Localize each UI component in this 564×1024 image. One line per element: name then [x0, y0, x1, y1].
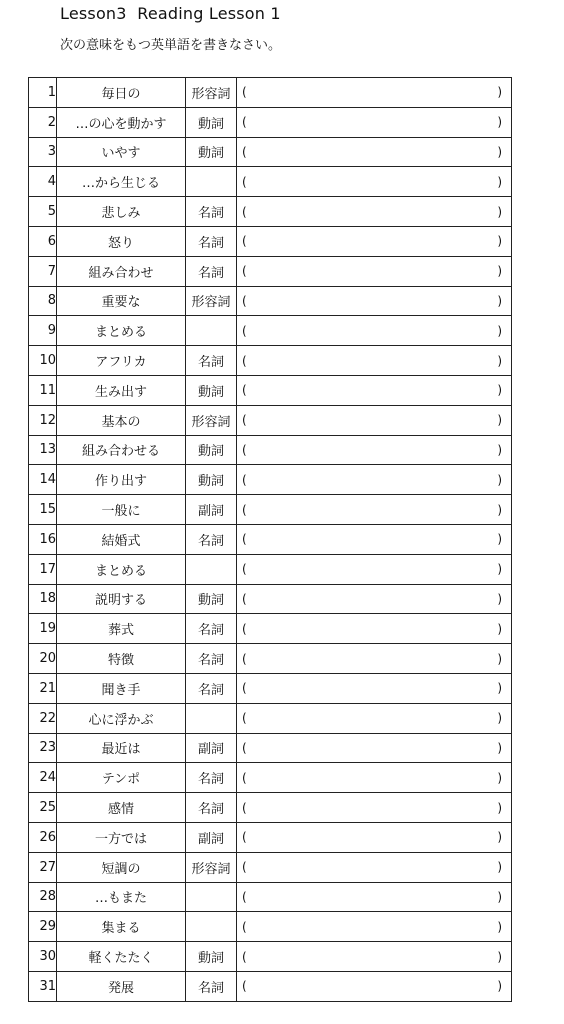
answer-field[interactable] [237, 644, 512, 674]
row-number: 3 [29, 137, 57, 167]
part-of-speech: 副詞 [186, 822, 237, 852]
table-row [29, 554, 512, 584]
close-parenthesis: ) [497, 204, 502, 219]
open-parenthesis: ( [242, 711, 247, 726]
answer-field[interactable] [237, 971, 512, 1001]
row-number: 27 [29, 852, 57, 882]
answer-field[interactable] [237, 405, 512, 435]
row-number: 22 [29, 703, 57, 733]
open-parenthesis: ( [242, 502, 247, 517]
part-of-speech: 動詞 [186, 107, 237, 137]
table-row [29, 822, 512, 852]
table-row [29, 763, 512, 793]
row-number: 31 [29, 971, 57, 1001]
japanese-meaning: 結婚式 [57, 524, 186, 554]
row-number: 11 [29, 375, 57, 405]
japanese-meaning: いやす [57, 137, 186, 167]
close-parenthesis: ) [497, 353, 502, 368]
open-parenthesis: ( [242, 651, 247, 666]
japanese-meaning: 生み出す [57, 375, 186, 405]
part-of-speech: 名詞 [186, 614, 237, 644]
japanese-meaning: 組み合わせ [57, 256, 186, 286]
open-parenthesis: ( [242, 681, 247, 696]
japanese-meaning: アフリカ [57, 346, 186, 376]
japanese-meaning: …の心を動かす [57, 107, 186, 137]
open-parenthesis: ( [242, 740, 247, 755]
close-parenthesis: ) [497, 472, 502, 487]
japanese-meaning: 悲しみ [57, 197, 186, 227]
open-parenthesis: ( [242, 85, 247, 100]
close-parenthesis: ) [497, 770, 502, 785]
close-parenthesis: ) [497, 293, 502, 308]
close-parenthesis: ) [497, 174, 502, 189]
table-row [29, 942, 512, 972]
row-number: 8 [29, 286, 57, 316]
table-row [29, 226, 512, 256]
table-row [29, 912, 512, 942]
answer-field[interactable] [237, 763, 512, 793]
answer-field[interactable] [237, 137, 512, 167]
row-number: 1 [29, 78, 57, 108]
answer-field[interactable] [237, 852, 512, 882]
table-row [29, 971, 512, 1001]
japanese-meaning: 怒り [57, 226, 186, 256]
japanese-meaning: テンポ [57, 763, 186, 793]
row-number: 12 [29, 405, 57, 435]
answer-field[interactable] [237, 465, 512, 495]
japanese-meaning: …から生じる [57, 167, 186, 197]
open-parenthesis: ( [242, 323, 247, 338]
close-parenthesis: ) [497, 383, 502, 398]
row-number: 14 [29, 465, 57, 495]
open-parenthesis: ( [242, 234, 247, 249]
answer-field[interactable] [237, 435, 512, 465]
row-number: 26 [29, 822, 57, 852]
close-parenthesis: ) [497, 502, 502, 517]
close-parenthesis: ) [497, 979, 502, 994]
table-row [29, 375, 512, 405]
close-parenthesis: ) [497, 800, 502, 815]
answer-field[interactable] [237, 614, 512, 644]
part-of-speech: 名詞 [186, 673, 237, 703]
open-parenthesis: ( [242, 889, 247, 904]
answer-field[interactable] [237, 822, 512, 852]
close-parenthesis: ) [497, 413, 502, 428]
answer-field[interactable] [237, 733, 512, 763]
table-row [29, 316, 512, 346]
close-parenthesis: ) [497, 85, 502, 100]
part-of-speech: 形容詞 [186, 405, 237, 435]
part-of-speech [186, 703, 237, 733]
answer-field[interactable] [237, 256, 512, 286]
answer-field[interactable] [237, 107, 512, 137]
japanese-meaning: 重要な [57, 286, 186, 316]
row-number: 2 [29, 107, 57, 137]
close-parenthesis: ) [497, 681, 502, 696]
close-parenthesis: ) [497, 562, 502, 577]
japanese-meaning: 一般に [57, 495, 186, 525]
answer-field[interactable] [237, 524, 512, 554]
answer-field[interactable] [237, 495, 512, 525]
table-row [29, 405, 512, 435]
row-number: 28 [29, 882, 57, 912]
row-number: 6 [29, 226, 57, 256]
part-of-speech [186, 912, 237, 942]
answer-field[interactable] [237, 793, 512, 823]
close-parenthesis: ) [497, 949, 502, 964]
open-parenthesis: ( [242, 204, 247, 219]
answer-field[interactable] [237, 375, 512, 405]
worksheet-title: Lesson3 Reading Lesson 1 [60, 4, 281, 23]
row-number: 18 [29, 584, 57, 614]
part-of-speech [186, 554, 237, 584]
close-parenthesis: ) [497, 651, 502, 666]
row-number: 9 [29, 316, 57, 346]
vocabulary-table [28, 77, 512, 1002]
part-of-speech: 形容詞 [186, 286, 237, 316]
table-row [29, 584, 512, 614]
close-parenthesis: ) [497, 919, 502, 934]
open-parenthesis: ( [242, 144, 247, 159]
part-of-speech: 副詞 [186, 733, 237, 763]
close-parenthesis: ) [497, 144, 502, 159]
row-number: 19 [29, 614, 57, 644]
open-parenthesis: ( [242, 830, 247, 845]
answer-field[interactable] [237, 226, 512, 256]
table-row [29, 703, 512, 733]
open-parenthesis: ( [242, 860, 247, 875]
open-parenthesis: ( [242, 591, 247, 606]
open-parenthesis: ( [242, 919, 247, 934]
japanese-meaning: まとめる [57, 554, 186, 584]
japanese-meaning: 軽くたたく [57, 942, 186, 972]
part-of-speech [186, 882, 237, 912]
close-parenthesis: ) [497, 740, 502, 755]
answer-field[interactable] [237, 912, 512, 942]
part-of-speech: 名詞 [186, 763, 237, 793]
open-parenthesis: ( [242, 621, 247, 636]
part-of-speech: 副詞 [186, 495, 237, 525]
part-of-speech: 名詞 [186, 197, 237, 227]
row-number: 13 [29, 435, 57, 465]
row-number: 30 [29, 942, 57, 972]
open-parenthesis: ( [242, 413, 247, 428]
close-parenthesis: ) [497, 830, 502, 845]
table-row [29, 107, 512, 137]
table-row [29, 733, 512, 763]
part-of-speech: 形容詞 [186, 852, 237, 882]
japanese-meaning: 特徴 [57, 644, 186, 674]
row-number: 5 [29, 197, 57, 227]
row-number: 29 [29, 912, 57, 942]
close-parenthesis: ) [497, 115, 502, 130]
open-parenthesis: ( [242, 115, 247, 130]
table-row [29, 197, 512, 227]
table-row [29, 465, 512, 495]
table-row [29, 673, 512, 703]
part-of-speech: 名詞 [186, 644, 237, 674]
vocabulary-table-body [29, 78, 512, 1002]
japanese-meaning: まとめる [57, 316, 186, 346]
table-row [29, 78, 512, 108]
japanese-meaning: 短調の [57, 852, 186, 882]
answer-field[interactable] [237, 584, 512, 614]
close-parenthesis: ) [497, 889, 502, 904]
part-of-speech: 形容詞 [186, 78, 237, 108]
close-parenthesis: ) [497, 532, 502, 547]
row-number: 23 [29, 733, 57, 763]
japanese-meaning: 感情 [57, 793, 186, 823]
close-parenthesis: ) [497, 234, 502, 249]
row-number: 20 [29, 644, 57, 674]
open-parenthesis: ( [242, 562, 247, 577]
part-of-speech: 動詞 [186, 435, 237, 465]
part-of-speech: 動詞 [186, 137, 237, 167]
answer-field[interactable] [237, 942, 512, 972]
open-parenthesis: ( [242, 264, 247, 279]
answer-field[interactable] [237, 882, 512, 912]
close-parenthesis: ) [497, 711, 502, 726]
open-parenthesis: ( [242, 979, 247, 994]
answer-field[interactable] [237, 316, 512, 346]
row-number: 10 [29, 346, 57, 376]
answer-field[interactable] [237, 78, 512, 108]
part-of-speech: 名詞 [186, 226, 237, 256]
table-row [29, 614, 512, 644]
answer-field[interactable] [237, 346, 512, 376]
japanese-meaning: 説明する [57, 584, 186, 614]
japanese-meaning: 発展 [57, 971, 186, 1001]
part-of-speech: 動詞 [186, 375, 237, 405]
part-of-speech: 動詞 [186, 942, 237, 972]
japanese-meaning: 心に浮かぶ [57, 703, 186, 733]
part-of-speech [186, 316, 237, 346]
answer-field[interactable] [237, 554, 512, 584]
open-parenthesis: ( [242, 383, 247, 398]
part-of-speech: 動詞 [186, 465, 237, 495]
part-of-speech: 名詞 [186, 971, 237, 1001]
answer-field[interactable] [237, 286, 512, 316]
open-parenthesis: ( [242, 174, 247, 189]
open-parenthesis: ( [242, 293, 247, 308]
japanese-meaning: 毎日の [57, 78, 186, 108]
part-of-speech: 名詞 [186, 524, 237, 554]
answer-field[interactable] [237, 703, 512, 733]
open-parenthesis: ( [242, 442, 247, 457]
row-number: 24 [29, 763, 57, 793]
japanese-meaning: 基本の [57, 405, 186, 435]
worksheet-instruction: 次の意味をもつ英単語を書きなさい。 [60, 38, 282, 53]
answer-field[interactable] [237, 197, 512, 227]
table-row [29, 793, 512, 823]
japanese-meaning: 聞き手 [57, 673, 186, 703]
japanese-meaning: 最近は [57, 733, 186, 763]
row-number: 17 [29, 554, 57, 584]
table-row [29, 286, 512, 316]
close-parenthesis: ) [497, 442, 502, 457]
row-number: 21 [29, 673, 57, 703]
row-number: 7 [29, 256, 57, 286]
close-parenthesis: ) [497, 591, 502, 606]
row-number: 25 [29, 793, 57, 823]
japanese-meaning: …もまた [57, 882, 186, 912]
japanese-meaning: 集まる [57, 912, 186, 942]
part-of-speech: 名詞 [186, 346, 237, 376]
answer-field[interactable] [237, 167, 512, 197]
japanese-meaning: 葬式 [57, 614, 186, 644]
close-parenthesis: ) [497, 621, 502, 636]
table-row [29, 167, 512, 197]
japanese-meaning: 一方では [57, 822, 186, 852]
table-row [29, 882, 512, 912]
close-parenthesis: ) [497, 323, 502, 338]
japanese-meaning: 組み合わせる [57, 435, 186, 465]
part-of-speech: 動詞 [186, 584, 237, 614]
open-parenthesis: ( [242, 472, 247, 487]
part-of-speech [186, 167, 237, 197]
row-number: 15 [29, 495, 57, 525]
close-parenthesis: ) [497, 860, 502, 875]
table-row [29, 852, 512, 882]
japanese-meaning: 作り出す [57, 465, 186, 495]
answer-field[interactable] [237, 673, 512, 703]
open-parenthesis: ( [242, 353, 247, 368]
open-parenthesis: ( [242, 770, 247, 785]
table-row [29, 644, 512, 674]
open-parenthesis: ( [242, 532, 247, 547]
close-parenthesis: ) [497, 264, 502, 279]
row-number: 4 [29, 167, 57, 197]
table-row [29, 435, 512, 465]
part-of-speech: 名詞 [186, 793, 237, 823]
table-row [29, 524, 512, 554]
table-row [29, 495, 512, 525]
table-row [29, 256, 512, 286]
row-number: 16 [29, 524, 57, 554]
open-parenthesis: ( [242, 800, 247, 815]
table-row [29, 346, 512, 376]
table-row [29, 137, 512, 167]
open-parenthesis: ( [242, 949, 247, 964]
part-of-speech: 名詞 [186, 256, 237, 286]
